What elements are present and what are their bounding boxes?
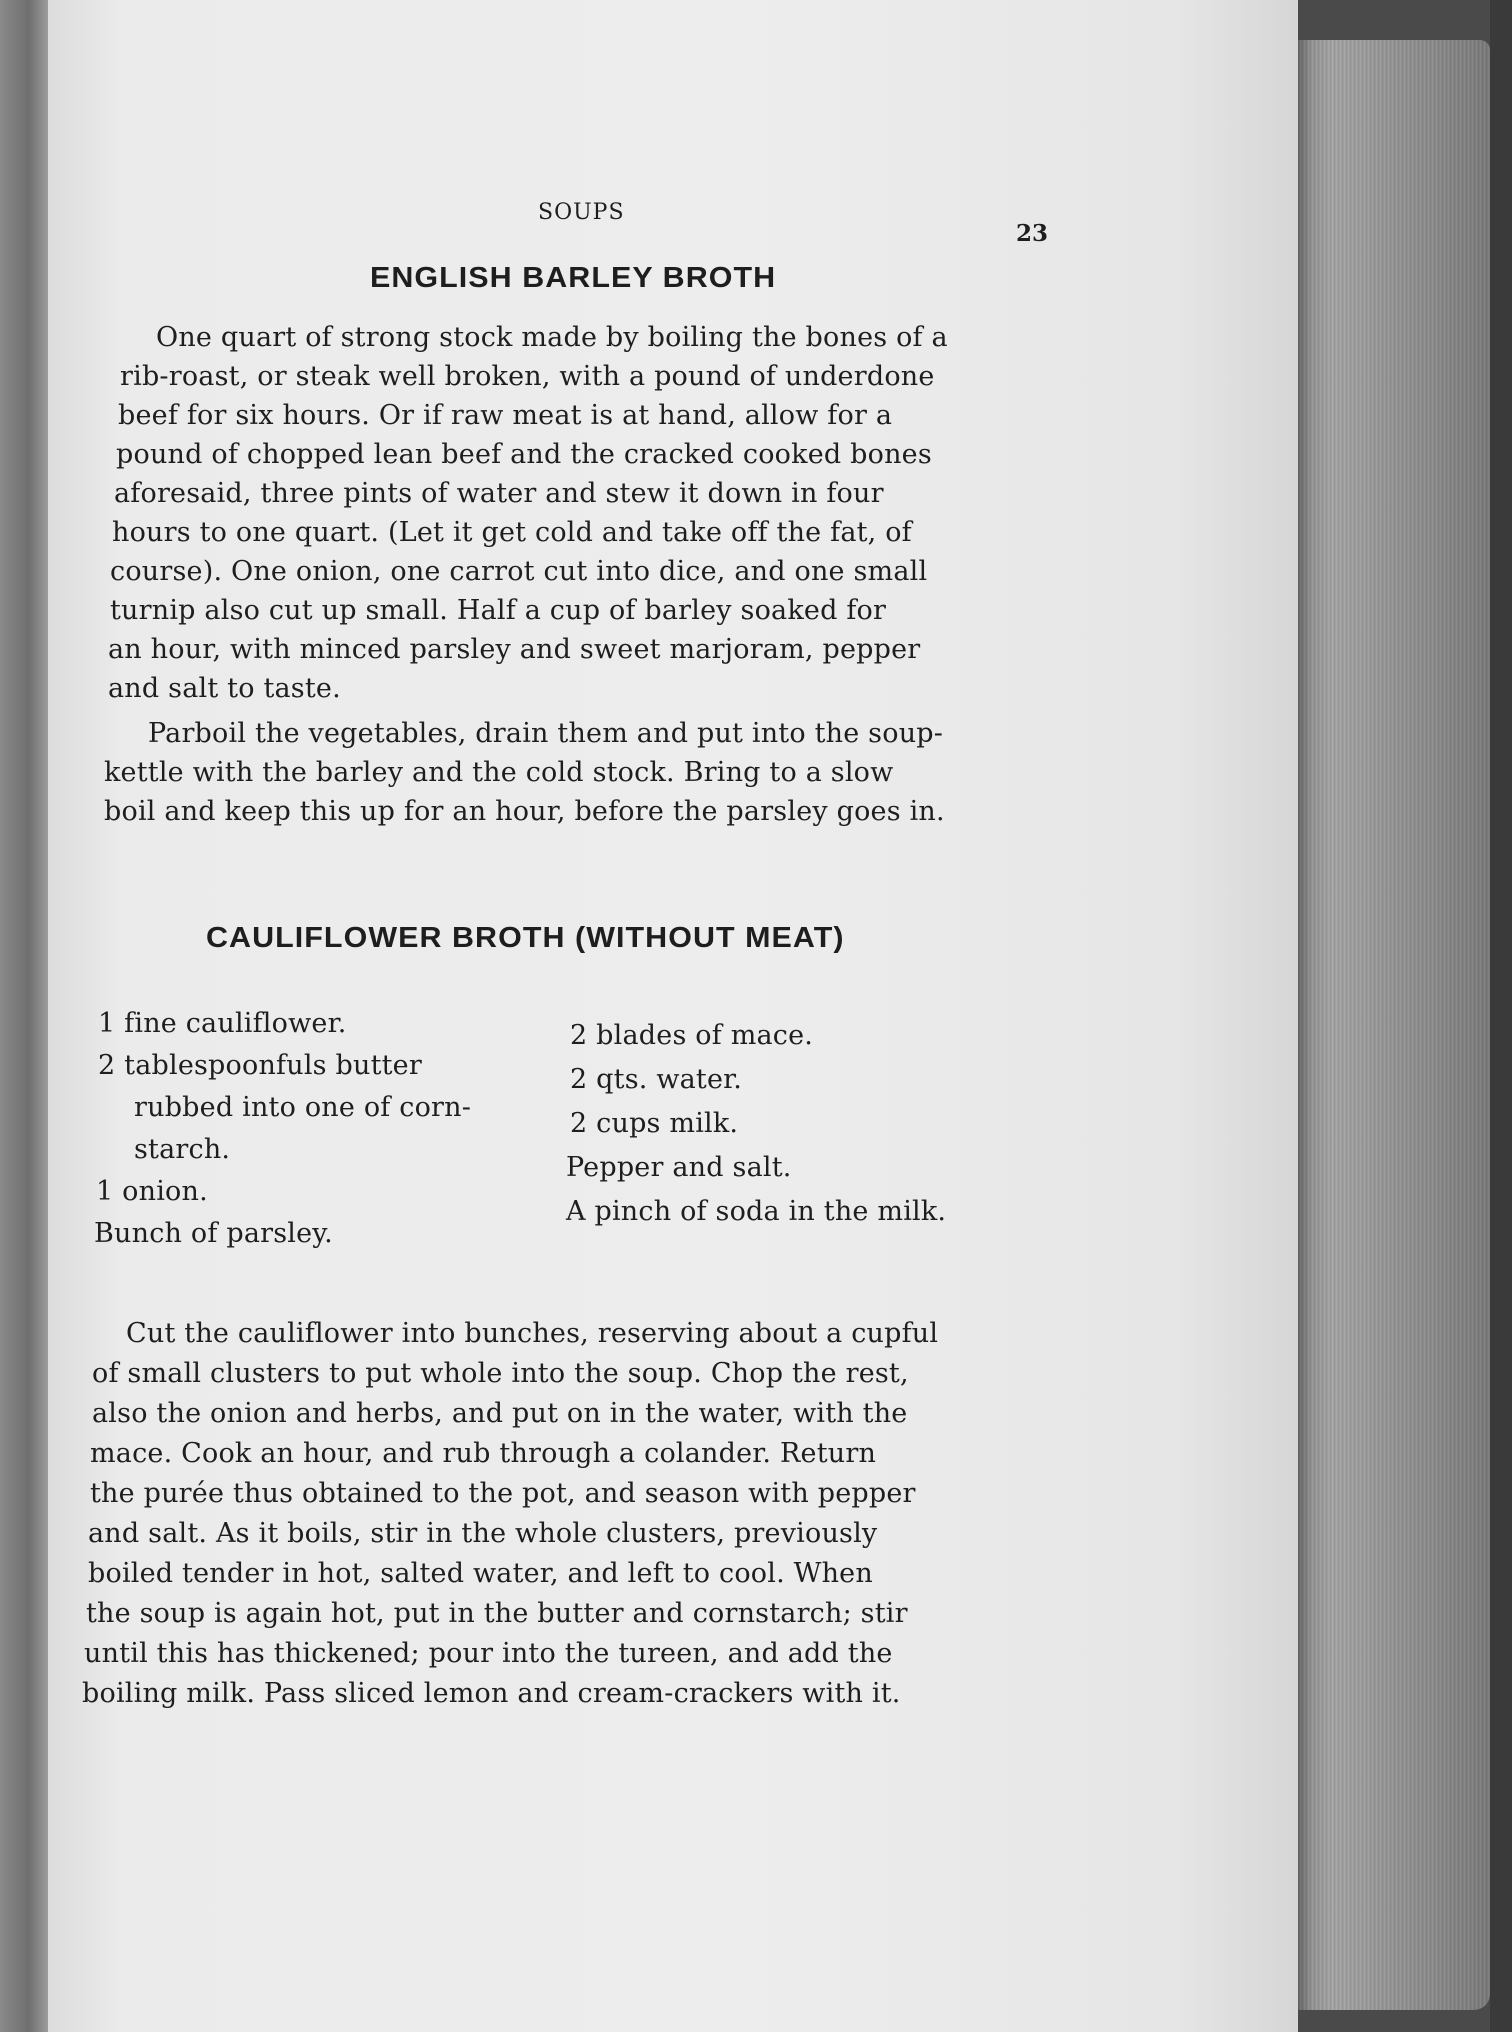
paragraph-line: kettle with the barley and the cold stock. Bring to a slow bbox=[104, 757, 894, 788]
page-edge-shadow bbox=[1298, 40, 1312, 2010]
paragraph-line: beef for six hours. Or if raw meat is at hand, allow for a bbox=[118, 400, 893, 431]
paragraph-line: turnip also cut up small. Half a cup of barley soaked for bbox=[110, 595, 887, 626]
ingredient-item: A pinch of soda in the milk. bbox=[566, 1196, 947, 1227]
paragraph-line: boiled tender in hot, salted water, and left to cool. When bbox=[88, 1558, 873, 1589]
paragraph-line: also the onion and herbs, and put on in the water, with the bbox=[92, 1398, 908, 1429]
ingredient-item: Bunch of parsley. bbox=[94, 1218, 333, 1249]
ingredient-item: 2 tablespoonfuls butter bbox=[98, 1050, 422, 1081]
ingredient-item: 1 fine cauliflower. bbox=[98, 1008, 347, 1039]
ingredient-item: Pepper and salt. bbox=[566, 1152, 792, 1183]
paragraph-line: and salt. As it boils, stir in the whole clusters, previously bbox=[88, 1518, 878, 1549]
recipe-title-english-barley-broth: ENGLISH BARLEY BROTH bbox=[370, 262, 777, 294]
paragraph-line: boil and keep this up for an hour, before the parsley goes in. bbox=[104, 796, 945, 827]
paragraph-line: Cut the cauliflower into bunches, reserving about a cupful bbox=[126, 1318, 939, 1349]
paragraph-line: until this has thickened; pour into the tureen, and add the bbox=[84, 1638, 893, 1669]
paragraph-line: the purée thus obtained to the pot, and season with pepper bbox=[90, 1478, 916, 1509]
recipe-title-cauliflower-broth: CAULIFLOWER BROTH (WITHOUT MEAT) bbox=[206, 922, 845, 954]
paragraph-line: and salt to taste. bbox=[108, 673, 341, 704]
running-head: SOUPS bbox=[538, 200, 625, 225]
paragraph-line: of small clusters to put whole into the soup. Chop the rest, bbox=[92, 1358, 909, 1389]
ingredient-item: 2 blades of mace. bbox=[570, 1020, 814, 1051]
ingredient-item: 2 cups milk. bbox=[570, 1108, 739, 1139]
page-edges bbox=[1298, 40, 1490, 2010]
book-gutter bbox=[0, 0, 48, 2032]
ingredient-item: 2 qts. water. bbox=[570, 1064, 743, 1095]
ingredient-item: rubbed into one of corn- bbox=[134, 1092, 472, 1123]
paragraph-line: Parboil the vegetables, drain them and put into the soup- bbox=[148, 718, 944, 749]
paragraph-line: mace. Cook an hour, and rub through a colander. Return bbox=[90, 1438, 877, 1469]
paragraph-line: One quart of strong stock made by boiling the bones of a bbox=[156, 322, 948, 353]
background bbox=[1490, 0, 1512, 2032]
paragraph-line: the soup is again hot, put in the butter and cornstarch; stir bbox=[86, 1598, 908, 1629]
paragraph-line: an hour, with minced parsley and sweet marjoram, pepper bbox=[108, 634, 921, 665]
page-number: 23 bbox=[1016, 220, 1049, 247]
paragraph-line: pound of chopped lean beef and the cracked cooked bones bbox=[116, 439, 932, 470]
paragraph-line: hours to one quart. (Let it get cold and take off the fat, of bbox=[112, 517, 912, 548]
paragraph-line: aforesaid, three pints of water and stew it down in four bbox=[114, 478, 884, 509]
ingredient-item: starch. bbox=[134, 1134, 231, 1165]
paragraph-line: boiling milk. Pass sliced lemon and cream-crackers with it. bbox=[82, 1678, 901, 1709]
paragraph-line: course). One onion, one carrot cut into dice, and one small bbox=[110, 556, 928, 587]
paragraph-line: rib-roast, or steak well broken, with a pound of underdone bbox=[120, 361, 935, 392]
ingredient-item: 1 onion. bbox=[96, 1176, 208, 1207]
